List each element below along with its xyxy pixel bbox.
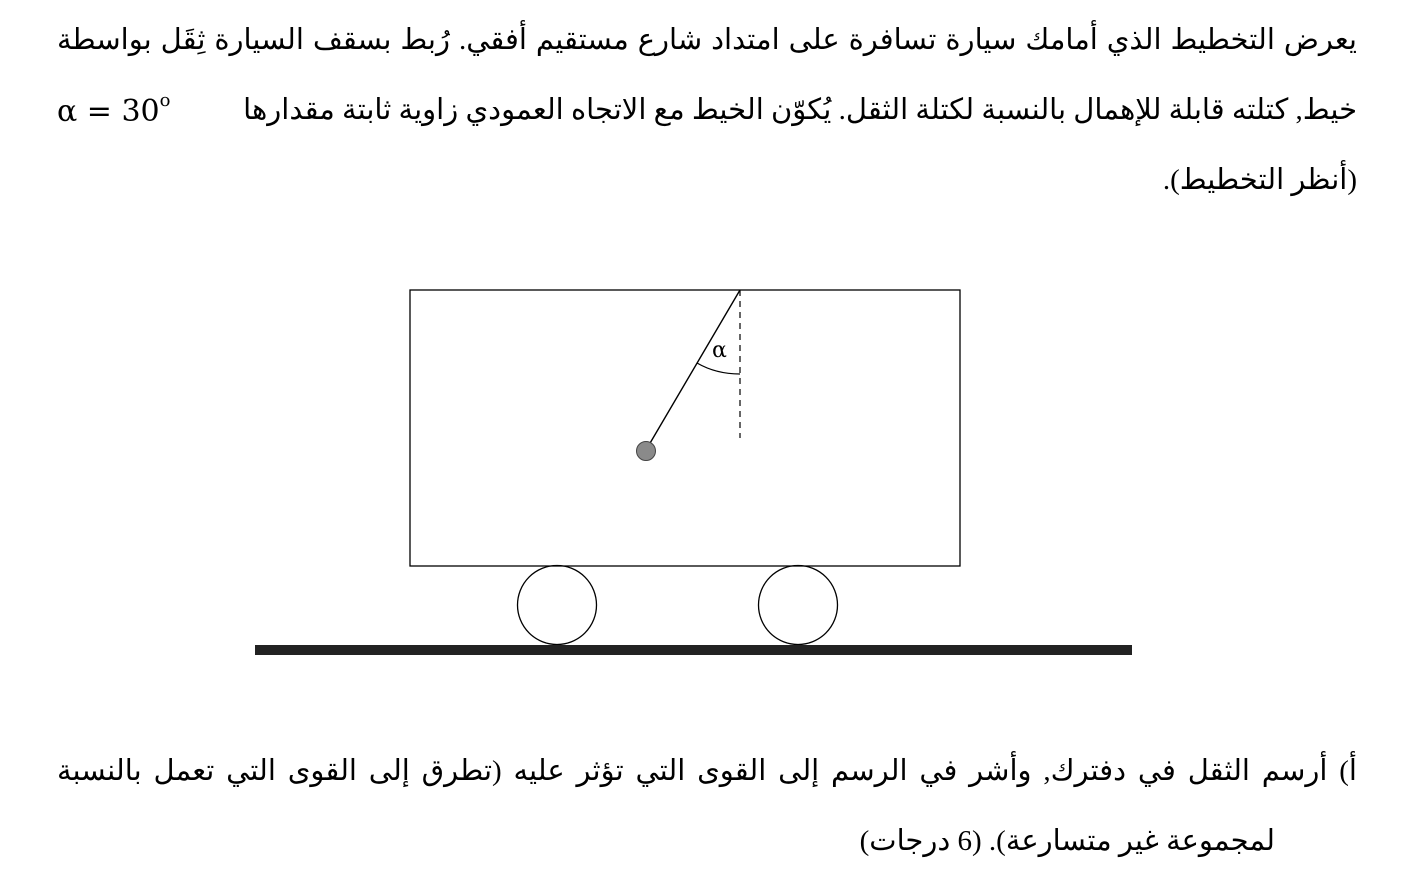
right-wheel [759,566,838,645]
intro-line-3: (أنظر التخطيط). [1162,164,1357,196]
degree-symbol: o [159,90,171,111]
car-body [410,290,960,566]
angle-label: α [712,338,727,363]
angle-equation-value: α = 30 [57,94,160,129]
question-a [57,757,1357,867]
left-wheel [518,566,597,645]
intro-line-1: يعرض التخطيط الذي أمامك سيارة تسافرة على امتداد شارع مستقيم أفقي. رُبط بسقف السيارة ثِقَل بواسطة [57,24,1357,56]
question-line-1: أ) أرسم الثقل في دفترك, وأشر في الرسم إلى القوى التي تؤثر عليه (تطرق إلى القوى التي تعمل بالنسبة [57,755,1357,787]
angle-arc [697,363,740,374]
intro-line-2: خيط, كتلته قابلة للإهمال بالنسبة لكتلة الثقل. يُكوّن الخيط مع الاتجاه العمودي زاوية ثابتة مقدارها [243,94,1357,126]
question-line-2: لمجموعة غير متسارعة). (6 درجات) [859,825,1275,857]
road [255,645,1132,655]
pendulum-string [646,290,740,450]
pendulum-bob [637,442,656,461]
